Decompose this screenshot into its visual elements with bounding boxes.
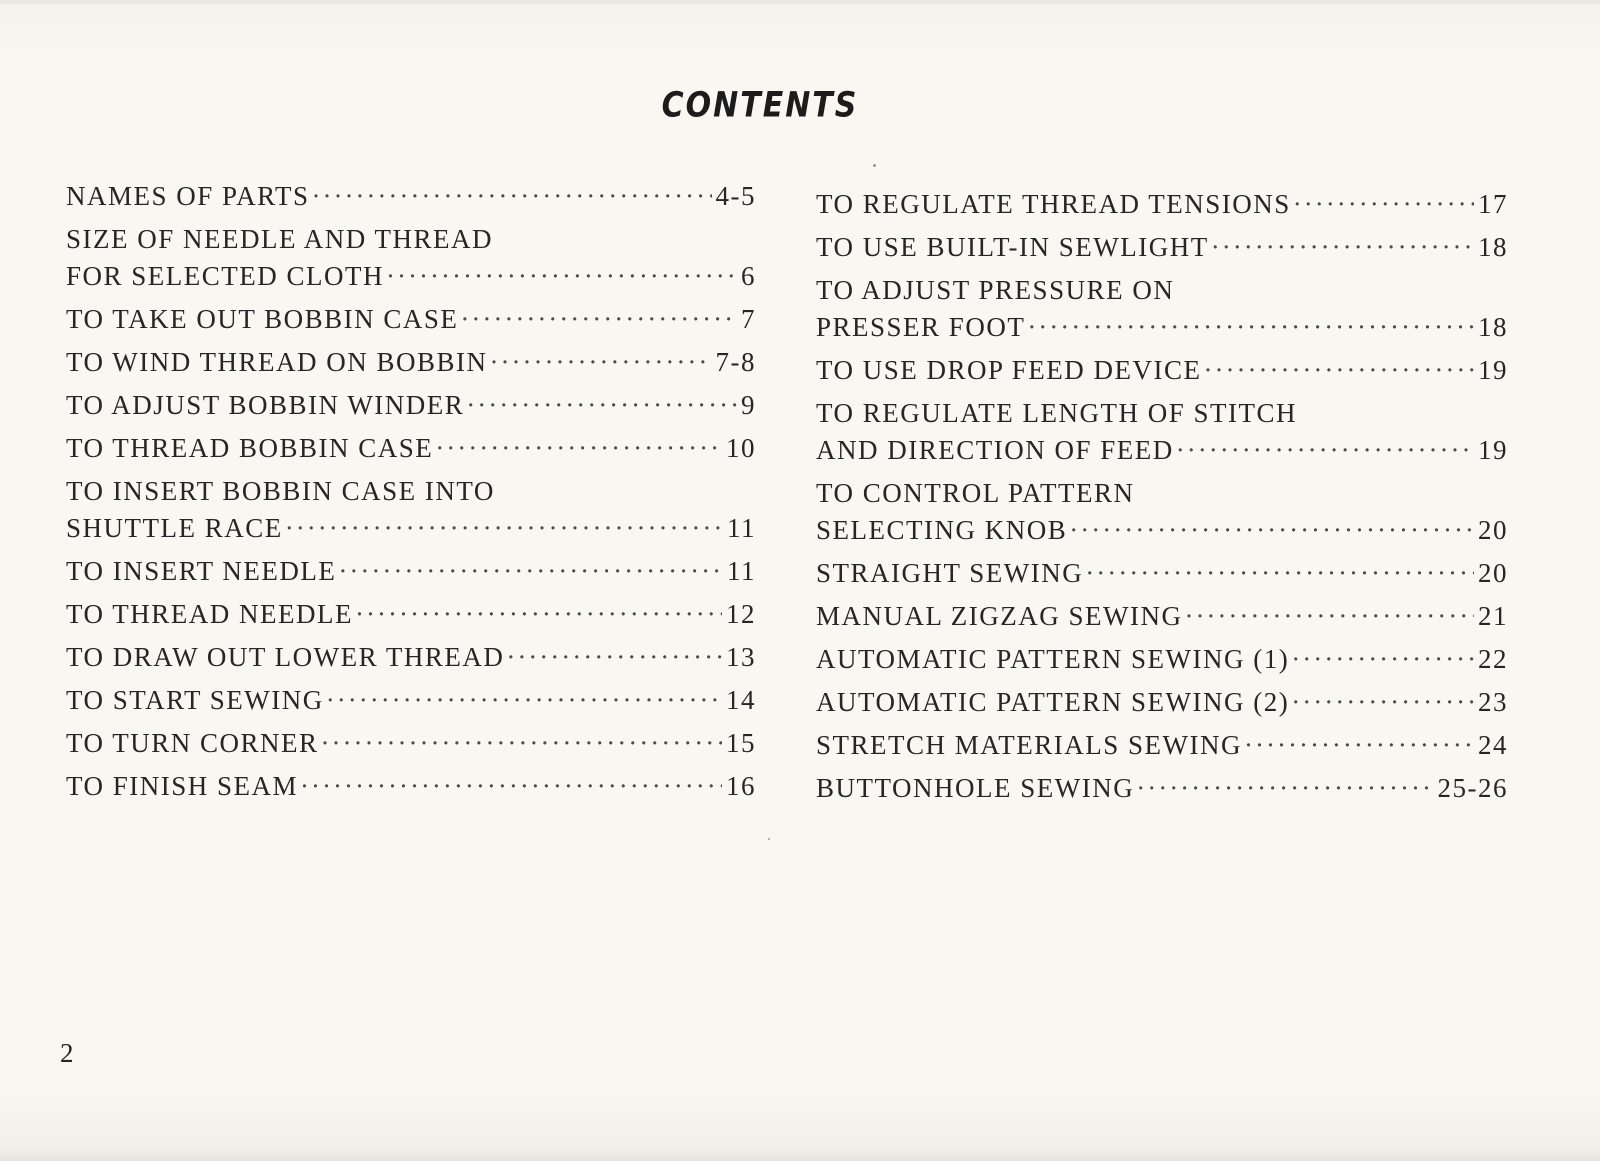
- dot-leader: [460, 301, 737, 338]
- toc-entry-title: STRETCH MATERIALS SEWING: [816, 730, 1242, 760]
- dot-leader: [1027, 309, 1474, 346]
- dot-leader: [1184, 598, 1474, 635]
- toc-entry-title: TO START SEWING: [66, 685, 324, 715]
- toc-entry-title: AND DIRECTION OF FEED: [816, 435, 1174, 465]
- toc-entry: [66, 301, 756, 338]
- toc-entry: [816, 684, 1508, 721]
- toc-page-ref: 7: [741, 304, 756, 334]
- toc-entry-line: [66, 301, 756, 338]
- dot-leader: [355, 596, 722, 633]
- toc-entry-title: TO THREAD BOBBIN CASE: [66, 433, 434, 463]
- toc-page-ref: 11: [727, 513, 756, 543]
- toc-entry-line: [816, 186, 1508, 223]
- dot-leader: [506, 639, 722, 676]
- toc-page-ref: 11: [727, 556, 756, 586]
- toc-entry: [66, 682, 756, 719]
- dot-leader: [1176, 432, 1474, 469]
- toc-entry-title: AUTOMATIC PATTERN SEWING (2): [816, 687, 1290, 717]
- toc-entry-title: TO ADJUST BOBBIN WINDER: [66, 390, 465, 420]
- toc-entry-title: NAMES OF PARTS: [66, 181, 310, 211]
- toc-entry-title: FOR SELECTED CLOTH: [66, 261, 385, 291]
- toc-entry-line: [816, 475, 1508, 512]
- dot-leader: [300, 768, 722, 805]
- toc-entry-line: [816, 770, 1508, 807]
- toc-entry-title: TO CONTROL PATTERN: [816, 478, 1135, 508]
- toc-entry: [66, 553, 756, 590]
- toc-entry-line: [66, 430, 756, 467]
- toc-page-ref: 9: [741, 390, 756, 420]
- toc-entry-line: [66, 344, 756, 381]
- dot-leader: [311, 178, 711, 215]
- toc-entry-line: [816, 641, 1508, 678]
- toc-entry-line: [816, 395, 1508, 432]
- toc-entry-line: [816, 309, 1508, 346]
- toc-entry-line: [66, 682, 756, 719]
- toc-page-ref: 18: [1478, 232, 1508, 262]
- toc-entry-title: PRESSER FOOT: [816, 312, 1026, 342]
- toc-entry: [816, 186, 1508, 223]
- toc-entry-title: AUTOMATIC PATTERN SEWING (1): [816, 644, 1290, 674]
- toc-entry-title: TO USE DROP FEED DEVICE: [816, 355, 1202, 385]
- toc-entry: [66, 725, 756, 762]
- toc-page-ref: 14: [726, 685, 756, 715]
- toc-entry: [66, 768, 756, 805]
- toc-entry-line: [66, 639, 756, 676]
- toc-page-ref: 4-5: [715, 181, 756, 211]
- toc-entry: [66, 178, 756, 215]
- toc-entry-title: MANUAL ZIGZAG SEWING: [816, 601, 1183, 631]
- dot-leader: [285, 510, 723, 547]
- toc-entry-line: [816, 727, 1508, 764]
- toc-entry-line: [816, 352, 1508, 389]
- toc-entry-line: [66, 221, 756, 258]
- page-number: 2: [60, 1038, 74, 1068]
- toc-entry-line: [66, 553, 756, 590]
- toc-entry-line: [816, 555, 1508, 592]
- toc-page-ref: 16: [726, 771, 756, 801]
- toc-page-ref: 20: [1478, 515, 1508, 545]
- dot-leader: [490, 344, 712, 381]
- toc-entry: [66, 387, 756, 424]
- dot-leader: [1204, 352, 1474, 389]
- toc-entry-title: TO USE BUILT-IN SEWLIGHT: [816, 232, 1209, 262]
- toc-entry-title: TO ADJUST PRESSURE ON: [816, 275, 1175, 305]
- toc-entry-title: TO INSERT NEEDLE: [66, 556, 337, 586]
- dot-leader: [1244, 727, 1474, 764]
- dot-leader: [1069, 512, 1474, 549]
- toc-page-ref: 10: [726, 433, 756, 463]
- toc-entry: [66, 344, 756, 381]
- toc-entry-line: [66, 725, 756, 762]
- toc-entry-line: [816, 432, 1508, 469]
- toc-entry-title: STRAIGHT SEWING: [816, 558, 1084, 588]
- dot-leader: [338, 553, 723, 590]
- toc-entry: [66, 639, 756, 676]
- toc-page-ref: 18: [1478, 312, 1508, 342]
- toc-entry-line: [66, 510, 756, 547]
- page-top-edge: [0, 0, 1600, 4]
- toc-entry: [66, 221, 756, 295]
- contents-column-left: [66, 178, 756, 811]
- dot-leader: [1136, 770, 1433, 807]
- dot-leader: [1291, 641, 1474, 678]
- dot-leader: [386, 258, 737, 295]
- page-title: CONTENTS: [661, 85, 859, 126]
- page-bottom-edge: [0, 1148, 1600, 1161]
- toc-entry-title: SHUTTLE RACE: [66, 513, 283, 543]
- toc-entry-title: TO FINISH SEAM: [66, 771, 299, 801]
- toc-entry: [816, 598, 1508, 635]
- toc-entry: [66, 596, 756, 633]
- toc-entry: [66, 473, 756, 547]
- toc-entry: [816, 641, 1508, 678]
- toc-page-ref: 15: [726, 728, 756, 758]
- toc-entry-title: TO TURN CORNER: [66, 728, 319, 758]
- toc-entry-title: TO THREAD NEEDLE: [66, 599, 353, 629]
- toc-entry-title: SELECTING KNOB: [816, 515, 1068, 545]
- toc-entry-title: TO WIND THREAD ON BOBBIN: [66, 347, 488, 377]
- paper-speck: [768, 838, 770, 840]
- toc-entry-line: [66, 768, 756, 805]
- toc-page-ref: 6: [741, 261, 756, 291]
- toc-entry-line: [66, 387, 756, 424]
- toc-entry: [816, 272, 1508, 346]
- toc-entry-line: [816, 598, 1508, 635]
- toc-page-ref: 13: [726, 642, 756, 672]
- dot-leader: [435, 430, 722, 467]
- toc-page-ref: 7-8: [715, 347, 756, 377]
- toc-entry: [816, 395, 1508, 469]
- toc-entry-title: TO INSERT BOBBIN CASE INTO: [66, 476, 495, 506]
- toc-entry-title: BUTTONHOLE SEWING: [816, 773, 1135, 803]
- toc-entry-line: [66, 596, 756, 633]
- toc-entry: [816, 352, 1508, 389]
- toc-page-ref: 20: [1478, 558, 1508, 588]
- toc-entry-line: [816, 272, 1508, 309]
- dot-leader: [1291, 684, 1474, 721]
- toc-page-ref: 12: [726, 599, 756, 629]
- dot-leader: [321, 725, 722, 762]
- dot-leader: [1085, 555, 1474, 592]
- toc-entry-title: TO REGULATE LENGTH OF STITCH: [816, 398, 1297, 428]
- dot-leader: [1211, 229, 1474, 266]
- toc-entry-title: TO DRAW OUT LOWER THREAD: [66, 642, 505, 672]
- toc-entry: [816, 770, 1508, 807]
- toc-entry: [816, 229, 1508, 266]
- toc-page-ref: 24: [1478, 730, 1508, 760]
- toc-entry-line: [66, 473, 756, 510]
- toc-entry: [66, 430, 756, 467]
- contents-column-right: [816, 186, 1508, 813]
- dot-leader: [466, 387, 737, 424]
- toc-entry-line: [66, 258, 756, 295]
- toc-entry-title: TO REGULATE THREAD TENSIONS: [816, 189, 1291, 219]
- toc-entry: [816, 727, 1508, 764]
- dot-leader: [1293, 186, 1474, 223]
- toc-entry-line: [816, 229, 1508, 266]
- toc-entry-line: [816, 684, 1508, 721]
- toc-entry: [816, 475, 1508, 549]
- toc-page-ref: 23: [1478, 687, 1508, 717]
- toc-entry-line: [66, 178, 756, 215]
- toc-entry-line: [816, 512, 1508, 549]
- toc-page-ref: 19: [1478, 435, 1508, 465]
- toc-page-ref: 25-26: [1437, 773, 1508, 803]
- dot-leader: [326, 682, 722, 719]
- toc-page-ref: 17: [1478, 189, 1508, 219]
- toc-page-ref: 19: [1478, 355, 1508, 385]
- toc-entry-title: TO TAKE OUT BOBBIN CASE: [66, 304, 459, 334]
- toc-page-ref: 21: [1478, 601, 1508, 631]
- paper-speck: [873, 164, 876, 167]
- toc-entry-title: SIZE OF NEEDLE AND THREAD: [66, 224, 493, 254]
- toc-entry: [816, 555, 1508, 592]
- toc-page-ref: 22: [1478, 644, 1508, 674]
